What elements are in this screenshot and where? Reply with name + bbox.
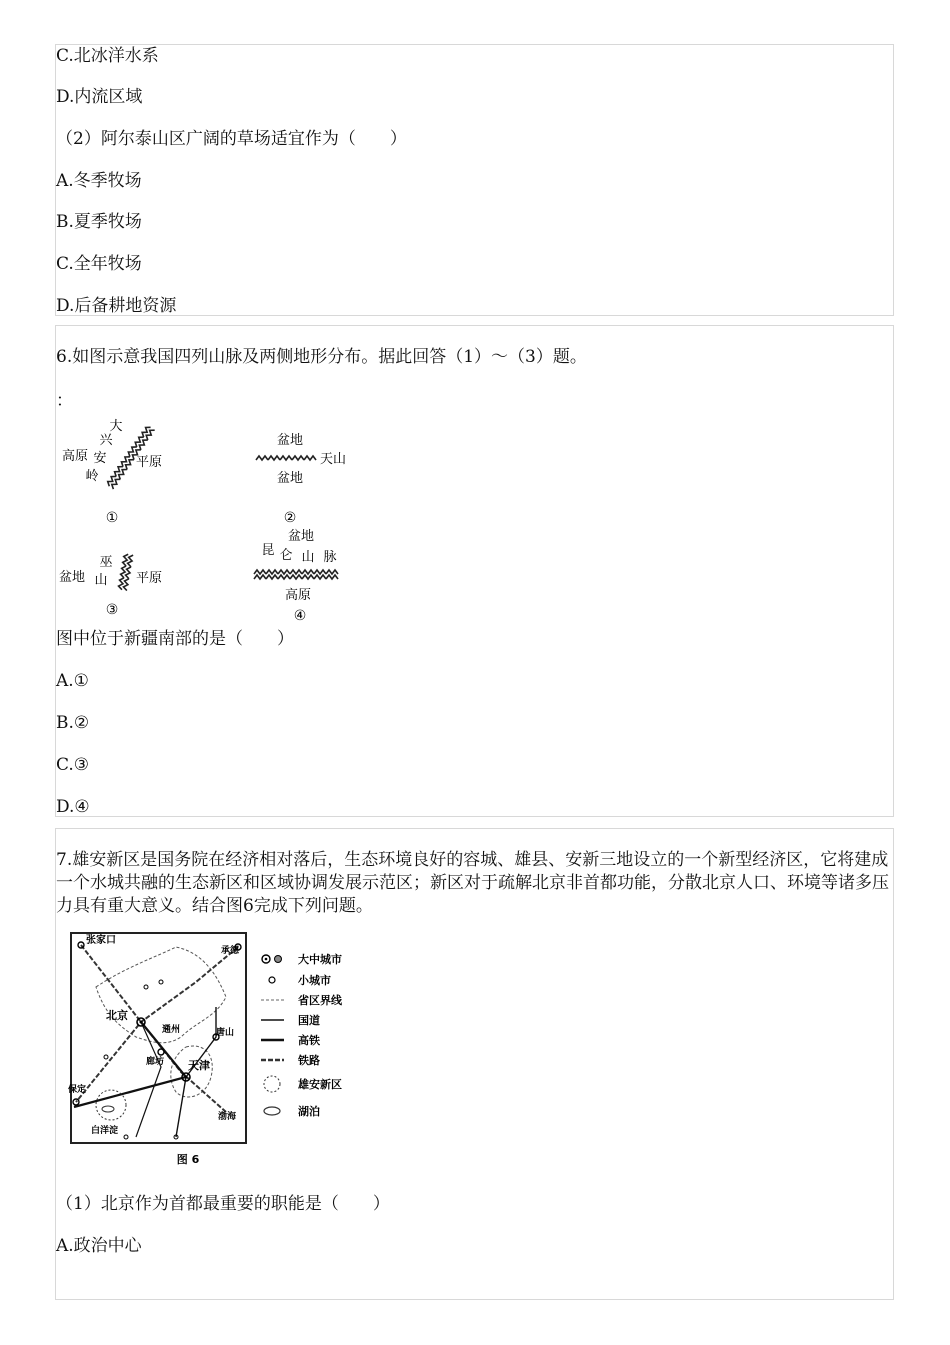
diagram-4-bottom: 高原	[284, 588, 312, 603]
svg-text:国道: 国道	[298, 1014, 320, 1027]
svg-text:小城市: 小城市	[298, 974, 331, 987]
diagram-2-top: 盆地	[276, 433, 304, 448]
map-legend	[261, 952, 343, 1118]
diagram-2	[256, 432, 346, 526]
diagram-3-right: 平原	[135, 571, 163, 586]
diagram-4	[254, 528, 338, 624]
diagram-2-right: 天山	[319, 452, 347, 467]
label-tongzhou: 通州	[162, 1025, 181, 1035]
svg-text:雄安新区: 雄安新区	[298, 1078, 342, 1091]
svg-text:高铁: 高铁	[298, 1034, 320, 1047]
option-c[interactable]: C.③	[56, 755, 90, 775]
question-card-5	[55, 44, 894, 316]
diagram-1-number: ①	[105, 510, 119, 526]
question-stem: 7.雄安新区是国务院在经济相对落后，生态环境良好的容城、雄县、安新三地设立的一个新型经济区，它将建成一个水城共融的生态新区和区域协调发展示范区；新区对于疏解北京非首都功能，分散北京人口、环境等诸多压力具有重大意义。结合图6完成下列问题。	[56, 850, 889, 916]
diagram-4-top: 盆地	[287, 529, 315, 544]
option-d[interactable]: D.④	[56, 797, 90, 817]
diagram-1	[62, 418, 162, 526]
option-c[interactable]: C.北冰洋水系	[56, 46, 159, 66]
svg-text:湖泊: 湖泊	[298, 1105, 320, 1118]
option-d[interactable]: D.后备耕地资源	[56, 296, 177, 316]
xiongan-map-figure	[66, 927, 386, 1172]
diagram-2-bottom: 盆地	[276, 471, 304, 486]
diagram-3-left: 盆地	[58, 570, 86, 585]
svg-text:大中城市: 大中城市	[298, 953, 342, 966]
option-d[interactable]: D.内流区域	[56, 87, 143, 107]
svg-text:兴: 兴	[99, 433, 113, 448]
sub-question-1: （1）北京作为首都最重要的职能是（ ）	[56, 1194, 390, 1214]
svg-text:安: 安	[93, 451, 107, 466]
option-a[interactable]: A.①	[56, 671, 89, 691]
option-a[interactable]: A.政治中心	[56, 1236, 142, 1256]
diagram-2-number: ②	[283, 510, 297, 526]
svg-text:岭: 岭	[85, 469, 99, 484]
svg-text:山: 山	[94, 573, 108, 588]
question-text: 图中位于新疆南部的是（ ）	[56, 629, 294, 649]
mountain-terrain-figure	[56, 414, 356, 624]
option-a[interactable]: A.冬季牧场	[56, 171, 142, 191]
diagram-3-number: ③	[105, 602, 119, 618]
svg-text:铁路: 铁路	[298, 1054, 320, 1067]
question-card-7	[55, 828, 894, 1300]
diagram-1-right: 平原	[135, 455, 163, 470]
svg-text:昆: 昆	[261, 543, 275, 558]
svg-text:巫: 巫	[99, 555, 113, 570]
option-c[interactable]: C.全年牧场	[56, 254, 142, 274]
option-b[interactable]: B.②	[56, 713, 90, 733]
question-stem: 6.如图示意我国四列山脉及两侧地形分布。据此回答（1）～（3）题。	[56, 347, 587, 367]
label-zhangjiakou: 张家口	[86, 935, 116, 946]
map-caption: 图 6	[176, 1153, 200, 1166]
label-tangshan: 唐山	[216, 1028, 235, 1038]
diagram-1-top: 大	[109, 419, 123, 434]
diagram-1-left: 高原	[61, 449, 89, 464]
svg-text:山: 山	[301, 550, 315, 565]
svg-text:省区界线: 省区界线	[298, 994, 342, 1007]
label-beijing: 北京	[106, 1009, 128, 1022]
sub-question-2: （2）阿尔泰山区广阔的草场适宜作为（ ）	[56, 129, 407, 149]
svg-text:脉: 脉	[323, 550, 337, 565]
label-tianjin: 天津	[188, 1059, 210, 1072]
diagram-3	[59, 554, 162, 618]
option-b[interactable]: B.夏季牧场	[56, 212, 142, 232]
stem-colon: ：	[56, 391, 73, 411]
label-chengde: 承德	[221, 946, 240, 956]
label-baiyangdian: 白洋淀	[91, 1126, 119, 1136]
svg-text:仑: 仑	[279, 548, 293, 563]
question-card-6	[55, 325, 894, 817]
diagram-4-number: ④	[293, 608, 307, 624]
label-langfang: 廊坊	[146, 1057, 165, 1067]
label-baoding: 保定	[68, 1085, 87, 1095]
label-bohai: 渤海	[218, 1112, 237, 1122]
